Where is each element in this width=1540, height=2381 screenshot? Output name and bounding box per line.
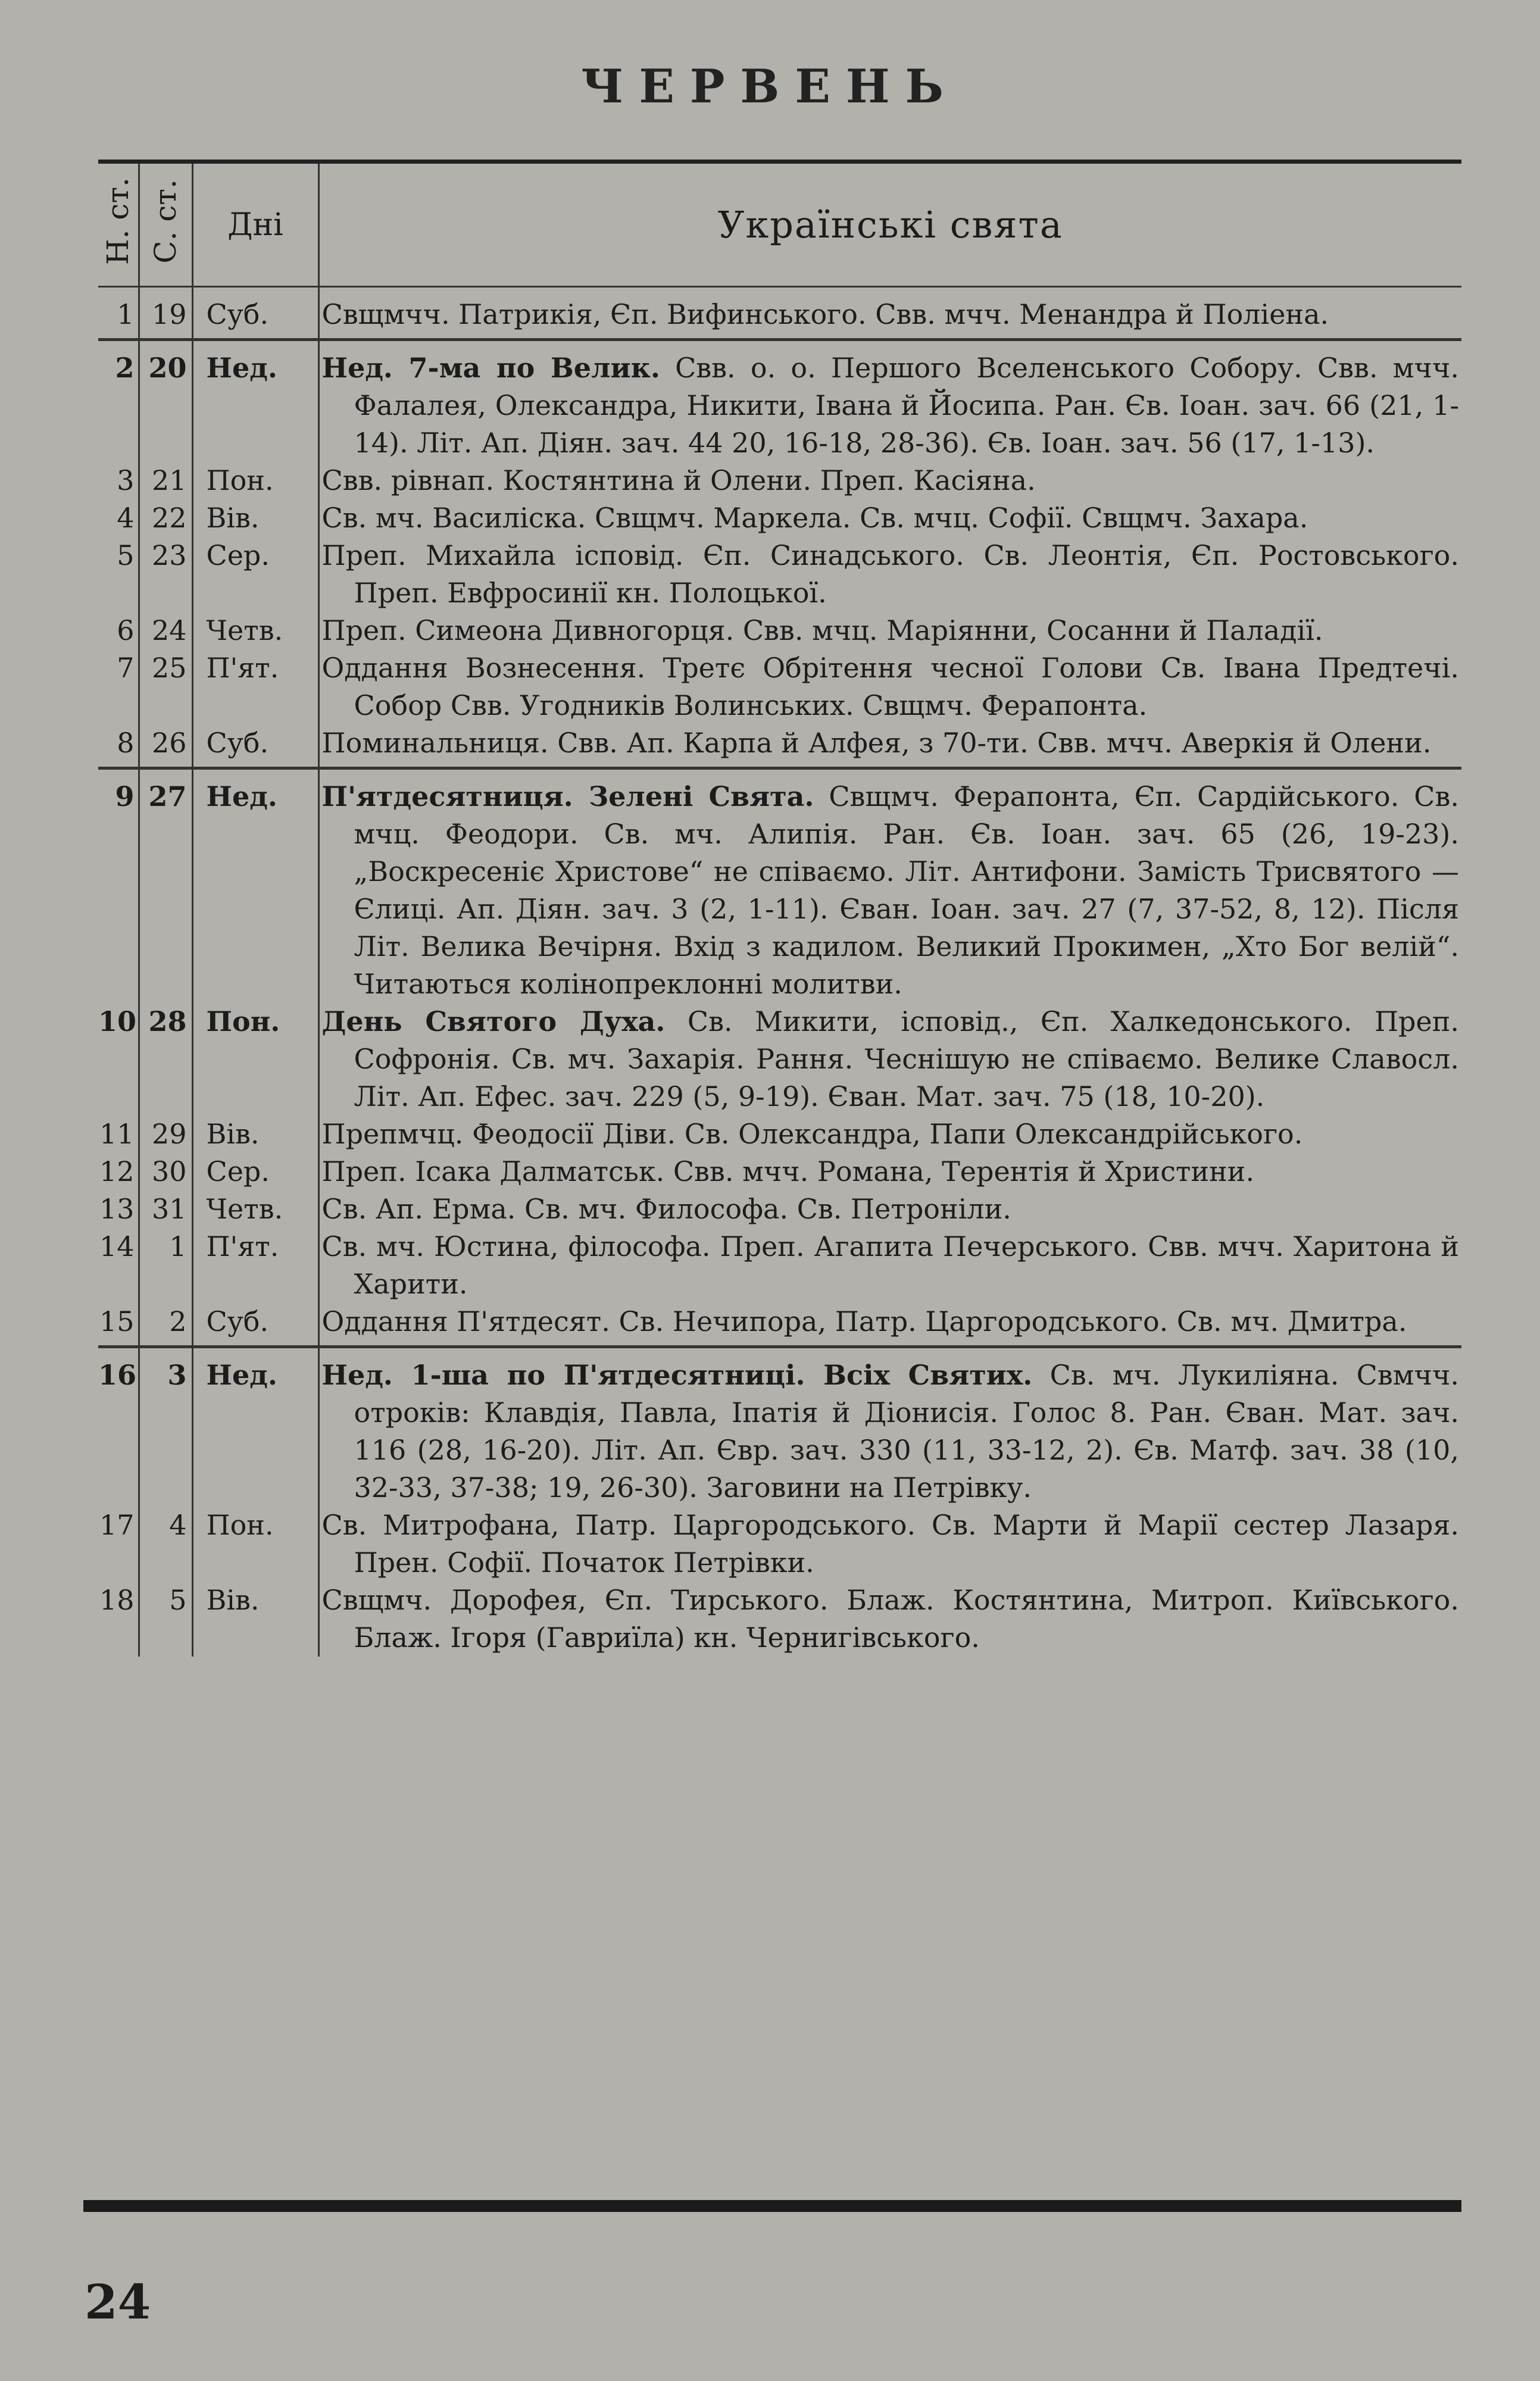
table-row — [98, 768, 1461, 1004]
holiday-text — [318, 1347, 1461, 1507]
old-style-date: 20 — [139, 340, 192, 463]
day-of-week: Сер. — [192, 1153, 318, 1190]
holiday-text — [318, 649, 1461, 724]
header-holidays: Українські свята — [318, 162, 1461, 287]
holiday-text — [318, 768, 1461, 1004]
header-days: Дні — [192, 162, 318, 287]
holiday-regular-text: Св. Ап. Ерма. Св. мч. Философа. Св. Петроніли. — [321, 1193, 1011, 1225]
day-of-week: Суб. — [192, 724, 318, 768]
holiday-regular-text: Преп. Михайла ісповід. Єп. Синадського. Св. Леонтія, Єп. Ростовського. Преп. Евфросинії кн. Полоцької. — [321, 539, 1459, 609]
holiday-bold-text: День Святого Духа. — [321, 1005, 666, 1038]
holiday-text — [318, 1507, 1461, 1582]
header-old-style: С. ст. — [139, 162, 192, 287]
page-title: ЧЕРВЕНЬ — [581, 60, 959, 114]
holiday-bold-text: Нед. 1-ша по П'ятдесятниці. Всіх Святих. — [321, 1359, 1033, 1391]
holiday-regular-text: Преп. Симеона Дивногорця. Свв. мчц. Маріянни, Сосанни й Паладії. — [321, 614, 1323, 646]
new-style-date: 13 — [98, 1190, 139, 1228]
table-row — [98, 499, 1461, 537]
new-style-date: 17 — [98, 1507, 139, 1582]
calendar-table — [98, 160, 1461, 1657]
holiday-regular-text: Св. мч. Василіска. Свщмч. Маркела. Св. мчц. Софії. Свщмч. Захара. — [321, 502, 1308, 534]
old-style-date: 22 — [139, 499, 192, 537]
old-style-date: 31 — [139, 1190, 192, 1228]
old-style-date: 3 — [139, 1347, 192, 1507]
holiday-regular-text: Свв. о. о. Першого Вселенського Собору. Свв. мчч. Фалалея, Олександра, Никити, Івана й Йосипа. Ран. Єв. Іоан. зач. 66 (21, 1-14). Літ. Ап. Діян. зач. 44 20, 16-18, 28-36). Єв. Іоан. зач. 56 (17, 1-13). — [354, 352, 1460, 459]
day-of-week: Пон. — [192, 1507, 318, 1582]
day-of-week: П'ят. — [192, 1228, 318, 1303]
holiday-text — [318, 1153, 1461, 1190]
holiday-text — [318, 537, 1461, 612]
holiday-regular-text: Поминальниця. Свв. Ап. Карпа й Алфея, з 70-ти. Свв. мчч. Аверкія й Олени. — [321, 727, 1432, 759]
holiday-text — [318, 1190, 1461, 1228]
holiday-text — [318, 1003, 1461, 1115]
holiday-text — [318, 1303, 1461, 1347]
old-style-date: 27 — [139, 768, 192, 1004]
day-of-week: Четв. — [192, 1190, 318, 1228]
table-row — [98, 1115, 1461, 1153]
old-style-date: 30 — [139, 1153, 192, 1190]
day-of-week: Вів. — [192, 499, 318, 537]
table-row — [98, 1003, 1461, 1115]
old-style-date: 5 — [139, 1582, 192, 1657]
table-row — [98, 287, 1461, 340]
table-row — [98, 537, 1461, 612]
old-style-date: 26 — [139, 724, 192, 768]
new-style-date: 2 — [98, 340, 139, 463]
holiday-text — [318, 499, 1461, 537]
old-style-date: 4 — [139, 1507, 192, 1582]
holiday-regular-text: Свщмч. Ферапонта, Єп. Сардійського. Св. мчц. Феодори. Св. мч. Алипія. Ран. Єв. Іоан. зач. 65 (26, 19-23). „Воскресеніє Христове“ не співаємо. Літ. Антифони. Замість Трисвятого — Єлиці. Ап. Діян. зач. 3 (2, 1-11). Єван. Іоан. зач. 27 (7, 37-52, 8, 12). Після Літ. Велика Вечірня. Вхід з кадилом. Великий Прокимен, „Хто Бог велій“. Читаються колінопреклонні молитви. — [354, 780, 1459, 1000]
holiday-regular-text: Препмчц. Феодосії Діви. Св. Олександра, Папи Олександрійського. — [321, 1118, 1303, 1150]
new-style-date: 9 — [98, 768, 139, 1004]
table-row — [98, 1582, 1461, 1657]
holiday-text — [318, 612, 1461, 649]
page-number: 24 — [85, 2274, 151, 2330]
holiday-regular-text: Оддання П'ятдесят. Св. Нечипора, Патр. Царгородського. Св. мч. Дмитра. — [321, 1305, 1407, 1338]
new-style-date: 3 — [98, 462, 139, 499]
day-of-week: Нед. — [192, 340, 318, 463]
day-of-week: Пон. — [192, 1003, 318, 1115]
table-row — [98, 612, 1461, 649]
holiday-bold-text: Нед. 7-ма по Велик. — [321, 352, 660, 384]
old-style-date: 2 — [139, 1303, 192, 1347]
new-style-date: 15 — [98, 1303, 139, 1347]
holiday-text — [318, 1582, 1461, 1657]
holiday-text — [318, 340, 1461, 463]
holiday-text — [318, 1115, 1461, 1153]
holiday-regular-text: Свв. рівнап. Костянтина й Олени. Преп. Касіяна. — [321, 464, 1036, 496]
day-of-week: Вів. — [192, 1582, 318, 1657]
day-of-week: Нед. — [192, 768, 318, 1004]
holiday-regular-text: Преп. Ісака Далматськ. Свв. мчч. Романа, Терентія й Христини. — [321, 1155, 1255, 1188]
new-style-date: 1 — [98, 287, 139, 340]
holiday-text — [318, 462, 1461, 499]
holiday-regular-text: Свщмч. Дорофея, Єп. Тирського. Блаж. Костянтина, Митроп. Київського. Блаж. Ігоря (Гавриїла) кн. Чернигівського. — [321, 1584, 1459, 1654]
holiday-regular-text: Св. мч. Лукиліяна. Свмчч. отроків: Клавдія, Павла, Іпатія й Діонисія. Голос 8. Ран. Єван. Мат. зач. 116 (28, 16-20). Літ. Ап. Євр. зач. 330 (11, 33-12, 2). Єв. Матф. зач. 38 (10, 32-33, 37-38; 19, 26-30). Заговини на Петрівку. — [354, 1359, 1460, 1504]
new-style-date: 10 — [98, 1003, 139, 1115]
new-style-date: 6 — [98, 612, 139, 649]
old-style-date: 25 — [139, 649, 192, 724]
header-new-style: Н. ст. — [98, 162, 139, 287]
day-of-week: П'ят. — [192, 649, 318, 724]
old-style-date: 1 — [139, 1228, 192, 1303]
table-row — [98, 724, 1461, 768]
day-of-week: Пон. — [192, 462, 318, 499]
old-style-date: 29 — [139, 1115, 192, 1153]
old-style-date: 19 — [139, 287, 192, 340]
holiday-regular-text: Оддання Вознесення. Третє Обрітення чесної Голови Св. Івана Предтечі. Собор Свв. Угодників Волинських. Свщмч. Ферапонта. — [321, 652, 1459, 721]
new-style-date: 11 — [98, 1115, 139, 1153]
table-row — [98, 1347, 1461, 1507]
new-style-date: 8 — [98, 724, 139, 768]
new-style-date: 18 — [98, 1582, 139, 1657]
holiday-text — [318, 724, 1461, 768]
table-row — [98, 340, 1461, 463]
table-row — [98, 1507, 1461, 1582]
table-header-row — [98, 162, 1461, 287]
day-of-week: Нед. — [192, 1347, 318, 1507]
new-style-date: 5 — [98, 537, 139, 612]
new-style-date: 14 — [98, 1228, 139, 1303]
old-style-date: 21 — [139, 462, 192, 499]
old-style-date: 28 — [139, 1003, 192, 1115]
day-of-week: Сер. — [192, 537, 318, 612]
new-style-date: 12 — [98, 1153, 139, 1190]
bottom-rule — [83, 2200, 1461, 2212]
holiday-bold-text: П'ятдесятниця. Зелені Свята. — [321, 780, 814, 813]
table-row — [98, 462, 1461, 499]
new-style-date: 16 — [98, 1347, 139, 1507]
holiday-regular-text: Св. мч. Юстина, філософа. Преп. Агапита Печерського. Свв. мчч. Харитона й Харити. — [321, 1230, 1459, 1300]
new-style-date: 7 — [98, 649, 139, 724]
table-row — [98, 1153, 1461, 1190]
day-of-week: Суб. — [192, 287, 318, 340]
table-row — [98, 1228, 1461, 1303]
day-of-week: Суб. — [192, 1303, 318, 1347]
old-style-date: 24 — [139, 612, 192, 649]
day-of-week: Четв. — [192, 612, 318, 649]
new-style-date: 4 — [98, 499, 139, 537]
old-style-date: 23 — [139, 537, 192, 612]
holiday-regular-text: Св. Микити, ісповід., Єп. Халкедонського. Преп. Софронія. Св. мч. Захарія. Рання. Чеснішую не співаємо. Велике Славосл. Літ. Ап. Ефес. зач. 229 (5, 9-19). Єван. Мат. зач. 75 (18, 10-20). — [354, 1005, 1460, 1113]
holiday-regular-text: Св. Митрофана, Патр. Царгородського. Св. Марти й Марії сестер Лазаря. Прен. Софії. Початок Петрівки. — [321, 1509, 1459, 1579]
table-row — [98, 1190, 1461, 1228]
holiday-text — [318, 287, 1461, 340]
holiday-regular-text: Свщмчч. Патрикія, Єп. Вифинського. Свв. мчч. Менандра й Поліена. — [321, 298, 1329, 330]
holiday-text — [318, 1228, 1461, 1303]
table-row — [98, 649, 1461, 724]
day-of-week: Вів. — [192, 1115, 318, 1153]
table-row — [98, 1303, 1461, 1347]
